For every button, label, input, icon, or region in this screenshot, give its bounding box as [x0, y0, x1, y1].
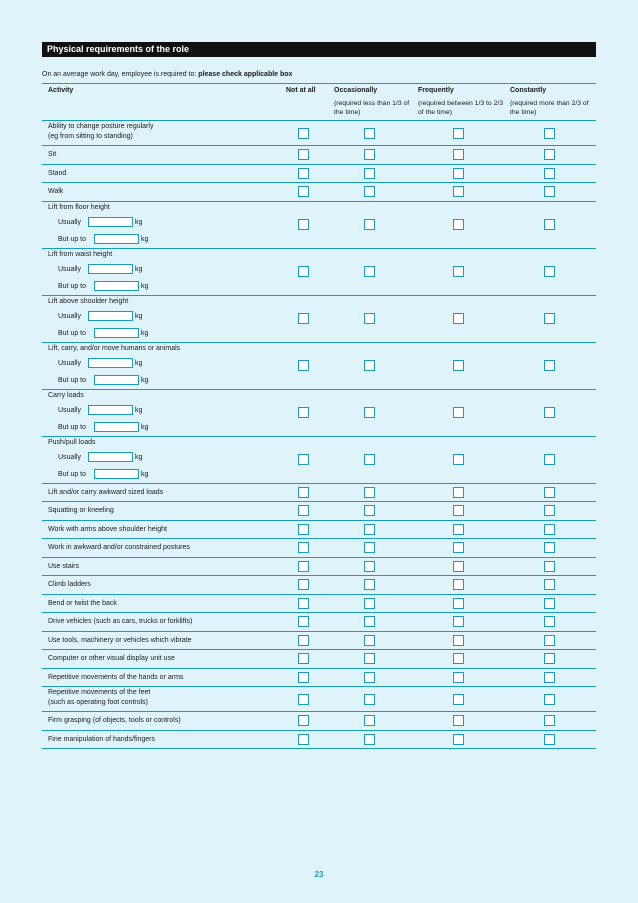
- checkbox-not-at-all[interactable]: [298, 360, 309, 371]
- activity-label: [48, 297, 128, 307]
- checkbox-not-at-all[interactable]: [298, 715, 309, 726]
- activity-row: [42, 249, 596, 296]
- activity-label: [48, 599, 117, 609]
- checkbox-constantly[interactable]: [544, 616, 555, 627]
- checkbox-frequently[interactable]: [453, 672, 464, 683]
- checkbox-constantly[interactable]: [544, 579, 555, 590]
- activity-label-text: Lift from floor height: [48, 203, 110, 211]
- section-title: Physical requirements of the role: [42, 42, 596, 57]
- activity-label-note: (eg from sitting to standing): [48, 133, 133, 140]
- checkbox-constantly[interactable]: [544, 635, 555, 646]
- checkbox-constantly[interactable]: [544, 505, 555, 516]
- checkbox-frequently[interactable]: [453, 734, 464, 745]
- activity-label-text: Sit: [48, 151, 57, 158]
- activity-row: [42, 650, 596, 669]
- activity-label-text: Lift and/or carry awkward sized loads: [48, 488, 164, 496]
- checkbox-not-at-all[interactable]: [298, 694, 309, 705]
- checkbox-constantly[interactable]: [544, 454, 555, 465]
- checkbox-occasionally[interactable]: [364, 561, 375, 572]
- checkbox-constantly[interactable]: [544, 653, 555, 664]
- activity-label-text: Firm grasping (of objects, tools or controls): [48, 717, 181, 724]
- checkbox-frequently[interactable]: [453, 128, 464, 139]
- checkbox-frequently[interactable]: [453, 694, 464, 705]
- kg-unit-label: kg: [135, 265, 143, 273]
- checkbox-not-at-all[interactable]: [298, 672, 309, 683]
- intro-line: [42, 70, 596, 80]
- activity-label: [48, 391, 84, 401]
- checkbox-not-at-all[interactable]: [298, 505, 309, 516]
- activity-row: [42, 296, 596, 343]
- kg-unit-label: kg: [141, 329, 149, 337]
- lift-but-up-to-kg-field[interactable]: [94, 234, 139, 244]
- activity-row: [42, 731, 596, 750]
- activity-label: [48, 438, 95, 448]
- activity-row: [42, 202, 596, 249]
- checkbox-not-at-all[interactable]: [298, 524, 309, 535]
- checkbox-constantly[interactable]: [544, 407, 555, 418]
- activity-row: [42, 558, 596, 577]
- activity-label-note: (such as operating foot controls): [48, 699, 148, 706]
- kg-unit-label: kg: [135, 218, 143, 226]
- lift-but-up-to-label: But up to: [58, 376, 87, 384]
- checkbox-occasionally[interactable]: [364, 219, 375, 230]
- activity-label: [48, 617, 192, 627]
- activity-label-text: Push/pull loads: [48, 438, 96, 446]
- lift-but-up-to-label: But up to: [58, 282, 87, 290]
- checkbox-occasionally[interactable]: [364, 524, 375, 535]
- activity-row: [42, 687, 596, 712]
- checkbox-not-at-all[interactable]: [298, 635, 309, 646]
- activity-label: [48, 673, 183, 683]
- checkbox-frequently[interactable]: [453, 524, 464, 535]
- checkbox-constantly[interactable]: [544, 561, 555, 572]
- activity-label-text: Squatting or kneeling: [48, 507, 114, 514]
- col-activity: Activity: [48, 87, 74, 94]
- checkbox-frequently[interactable]: [453, 561, 464, 572]
- activity-row: [42, 632, 596, 651]
- checkbox-not-at-all[interactable]: [298, 149, 309, 160]
- col-occasionally-sub: (required less than 1/3 of the time): [334, 100, 410, 116]
- checkbox-frequently[interactable]: [453, 219, 464, 230]
- checkbox-frequently[interactable]: [453, 542, 464, 553]
- checkbox-not-at-all[interactable]: [298, 561, 309, 572]
- kg-unit-label: kg: [141, 376, 149, 384]
- checkbox-constantly[interactable]: [544, 186, 555, 197]
- activity-label-text: Ability to change posture regularly: [48, 123, 154, 130]
- checkbox-frequently[interactable]: [453, 579, 464, 590]
- activity-label: [48, 250, 112, 260]
- checkbox-constantly[interactable]: [544, 715, 555, 726]
- activity-row: [42, 712, 596, 731]
- kg-unit-label: kg: [135, 406, 143, 414]
- checkbox-not-at-all[interactable]: [298, 487, 309, 498]
- checkbox-frequently[interactable]: [453, 266, 464, 277]
- intro-text: On an average work day, employee is required to:: [42, 71, 197, 78]
- activity-label: [48, 122, 153, 142]
- checkbox-not-at-all[interactable]: [298, 168, 309, 179]
- kg-unit-label: kg: [141, 423, 149, 431]
- checkbox-occasionally[interactable]: [364, 487, 375, 498]
- checkbox-frequently[interactable]: [453, 407, 464, 418]
- activity-row: [42, 390, 596, 437]
- checkbox-not-at-all[interactable]: [298, 598, 309, 609]
- checkbox-constantly[interactable]: [544, 360, 555, 371]
- checkbox-occasionally[interactable]: [364, 694, 375, 705]
- activity-row: [42, 437, 596, 484]
- activity-label-text: Lift, carry, and/or move humans or animals: [48, 344, 181, 352]
- checkbox-constantly[interactable]: [544, 734, 555, 745]
- checkbox-not-at-all[interactable]: [298, 542, 309, 553]
- table-header: [42, 84, 596, 120]
- activity-row: [42, 343, 596, 390]
- checkbox-constantly[interactable]: [544, 219, 555, 230]
- lift-but-up-to-label: But up to: [58, 329, 87, 337]
- checkbox-not-at-all[interactable]: [298, 313, 309, 324]
- checkbox-frequently[interactable]: [453, 360, 464, 371]
- lift-but-up-to-kg-field[interactable]: [94, 281, 139, 291]
- checkbox-constantly[interactable]: [544, 168, 555, 179]
- activity-label-text: Carry loads: [48, 391, 84, 399]
- checkbox-constantly[interactable]: [544, 524, 555, 535]
- checkbox-frequently[interactable]: [453, 715, 464, 726]
- lift-usually-label: Usually: [58, 453, 81, 461]
- checkbox-occasionally[interactable]: [364, 149, 375, 160]
- intro-emphasis: please check applicable box: [198, 71, 293, 78]
- checkbox-frequently[interactable]: [453, 653, 464, 664]
- activity-row: [42, 183, 596, 202]
- lift-but-up-to-kg-field[interactable]: [94, 469, 139, 479]
- checkbox-not-at-all[interactable]: [298, 266, 309, 277]
- checkbox-not-at-all[interactable]: [298, 219, 309, 230]
- checkbox-occasionally[interactable]: [364, 653, 375, 664]
- activity-row: [42, 521, 596, 540]
- col-occasionally: Occasionally: [334, 87, 378, 94]
- lift-but-up-to-label: But up to: [58, 470, 87, 478]
- checkbox-constantly[interactable]: [544, 672, 555, 683]
- activity-table: [42, 121, 596, 749]
- activity-label-text: Use stairs: [48, 562, 80, 570]
- checkbox-frequently[interactable]: [453, 313, 464, 324]
- activity-row: [42, 165, 596, 184]
- checkbox-frequently[interactable]: [453, 149, 464, 160]
- checkbox-occasionally[interactable]: [364, 542, 375, 553]
- activity-row: [42, 121, 596, 146]
- checkbox-frequently[interactable]: [453, 598, 464, 609]
- activity-label-text: Bend or twist the back: [48, 599, 117, 607]
- col-frequently-sub: (required between 1/3 to 2/3 of the time): [418, 100, 504, 116]
- activity-label: [48, 580, 91, 590]
- checkbox-constantly[interactable]: [544, 598, 555, 609]
- lift-usually-label: Usually: [58, 359, 81, 367]
- activity-label: [48, 488, 163, 498]
- lift-usually-kg-field[interactable]: [88, 452, 133, 462]
- checkbox-not-at-all[interactable]: [298, 128, 309, 139]
- checkbox-occasionally[interactable]: [364, 313, 375, 324]
- kg-unit-label: kg: [141, 235, 149, 243]
- checkbox-frequently[interactable]: [453, 635, 464, 646]
- activity-label: [48, 525, 167, 535]
- checkbox-constantly[interactable]: [544, 487, 555, 498]
- checkbox-not-at-all[interactable]: [298, 579, 309, 590]
- activity-label: [48, 654, 175, 664]
- kg-unit-label: kg: [141, 470, 149, 478]
- activity-label: [48, 735, 155, 745]
- lift-but-up-to-label: But up to: [58, 423, 87, 431]
- lift-usually-kg-field[interactable]: [88, 217, 133, 227]
- checkbox-occasionally[interactable]: [364, 360, 375, 371]
- activity-row: [42, 484, 596, 503]
- activity-label-text: Drive vehicles (such as cars, trucks or forklifts): [48, 618, 193, 625]
- kg-unit-label: kg: [135, 453, 143, 461]
- checkbox-constantly[interactable]: [544, 313, 555, 324]
- checkbox-not-at-all[interactable]: [298, 616, 309, 627]
- activity-label: [48, 543, 190, 553]
- col-frequently: Frequently: [418, 87, 454, 94]
- activity-label: [48, 150, 56, 160]
- kg-unit-label: kg: [141, 282, 149, 290]
- checkbox-frequently[interactable]: [453, 487, 464, 498]
- activity-label-text: Lift above shoulder height: [48, 297, 129, 305]
- activity-label: [48, 506, 114, 516]
- activity-label: [48, 716, 181, 726]
- activity-label: [48, 203, 110, 213]
- kg-unit-label: kg: [135, 312, 143, 320]
- checkbox-occasionally[interactable]: [364, 635, 375, 646]
- form-page: [42, 42, 596, 749]
- checkbox-constantly[interactable]: [544, 128, 555, 139]
- activity-row: [42, 146, 596, 165]
- activity-label: [48, 344, 180, 354]
- checkbox-frequently[interactable]: [453, 505, 464, 516]
- checkbox-not-at-all[interactable]: [298, 454, 309, 465]
- activity-label-text: Work in awkward and/or constrained postures: [48, 544, 190, 551]
- checkbox-occasionally[interactable]: [364, 715, 375, 726]
- checkbox-occasionally[interactable]: [364, 186, 375, 197]
- activity-row: [42, 576, 596, 595]
- activity-label-text: Lift from waist height: [48, 250, 113, 258]
- lift-but-up-to-kg-field[interactable]: [94, 422, 139, 432]
- checkbox-frequently[interactable]: [453, 616, 464, 627]
- lift-usually-kg-field[interactable]: [88, 264, 133, 274]
- col-constantly-sub: (required more than 2/3 of the time): [510, 100, 589, 116]
- activity-row: [42, 669, 596, 688]
- activity-label: [48, 636, 192, 646]
- checkbox-not-at-all[interactable]: [298, 653, 309, 664]
- activity-row: [42, 613, 596, 632]
- lift-usually-label: Usually: [58, 312, 81, 320]
- lift-usually-label: Usually: [58, 406, 81, 414]
- checkbox-not-at-all[interactable]: [298, 734, 309, 745]
- lift-usually-label: Usually: [58, 218, 81, 226]
- activity-label: [48, 562, 79, 572]
- kg-unit-label: kg: [135, 359, 143, 367]
- activity-row: [42, 539, 596, 558]
- checkbox-not-at-all[interactable]: [298, 186, 309, 197]
- activity-label-text: Repetitive movements of the hands or arms: [48, 673, 184, 681]
- checkbox-constantly[interactable]: [544, 542, 555, 553]
- activity-label: [48, 169, 66, 179]
- page-number: 23: [314, 870, 324, 879]
- checkbox-constantly[interactable]: [544, 694, 555, 705]
- lift-usually-kg-field[interactable]: [88, 358, 133, 368]
- activity-label-text: Walk: [48, 188, 64, 195]
- checkbox-occasionally[interactable]: [364, 407, 375, 418]
- activity-label-text: Climb ladders: [48, 581, 91, 588]
- col-constantly: Constantly: [510, 87, 547, 94]
- lift-but-up-to-kg-field[interactable]: [94, 375, 139, 385]
- activity-row: [42, 502, 596, 521]
- checkbox-occasionally[interactable]: [364, 672, 375, 683]
- lift-but-up-to-kg-field[interactable]: [94, 328, 139, 338]
- checkbox-occasionally[interactable]: [364, 579, 375, 590]
- col-not-at-all: Not at all: [286, 87, 316, 94]
- checkbox-frequently[interactable]: [453, 186, 464, 197]
- lift-but-up-to-label: But up to: [58, 235, 87, 243]
- checkbox-occasionally[interactable]: [364, 266, 375, 277]
- checkbox-occasionally[interactable]: [364, 505, 375, 516]
- checkbox-occasionally[interactable]: [364, 734, 375, 745]
- lift-usually-kg-field[interactable]: [88, 311, 133, 321]
- checkbox-not-at-all[interactable]: [298, 407, 309, 418]
- activity-label: [48, 688, 150, 708]
- checkbox-occasionally[interactable]: [364, 598, 375, 609]
- checkbox-occasionally[interactable]: [364, 454, 375, 465]
- checkbox-constantly[interactable]: [544, 149, 555, 160]
- checkbox-frequently[interactable]: [453, 454, 464, 465]
- checkbox-occasionally[interactable]: [364, 168, 375, 179]
- checkbox-constantly[interactable]: [544, 266, 555, 277]
- activity-label-text: Fine manipulation of hands/fingers: [48, 735, 156, 743]
- activity-label-text: Stand: [48, 169, 67, 177]
- activity-label-text: Computer or other visual display unit use: [48, 655, 175, 662]
- activity-label-text: Work with arms above shoulder height: [48, 525, 167, 533]
- activity-label: [48, 187, 63, 197]
- checkbox-frequently[interactable]: [453, 168, 464, 179]
- activity-label-text: Repetitive movements of the feet: [48, 689, 151, 696]
- activity-row: [42, 595, 596, 614]
- activity-label-text: Use tools, machinery or vehicles which vibrate: [48, 636, 192, 644]
- lift-usually-label: Usually: [58, 265, 81, 273]
- checkbox-occasionally[interactable]: [364, 616, 375, 627]
- checkbox-occasionally[interactable]: [364, 128, 375, 139]
- lift-usually-kg-field[interactable]: [88, 405, 133, 415]
